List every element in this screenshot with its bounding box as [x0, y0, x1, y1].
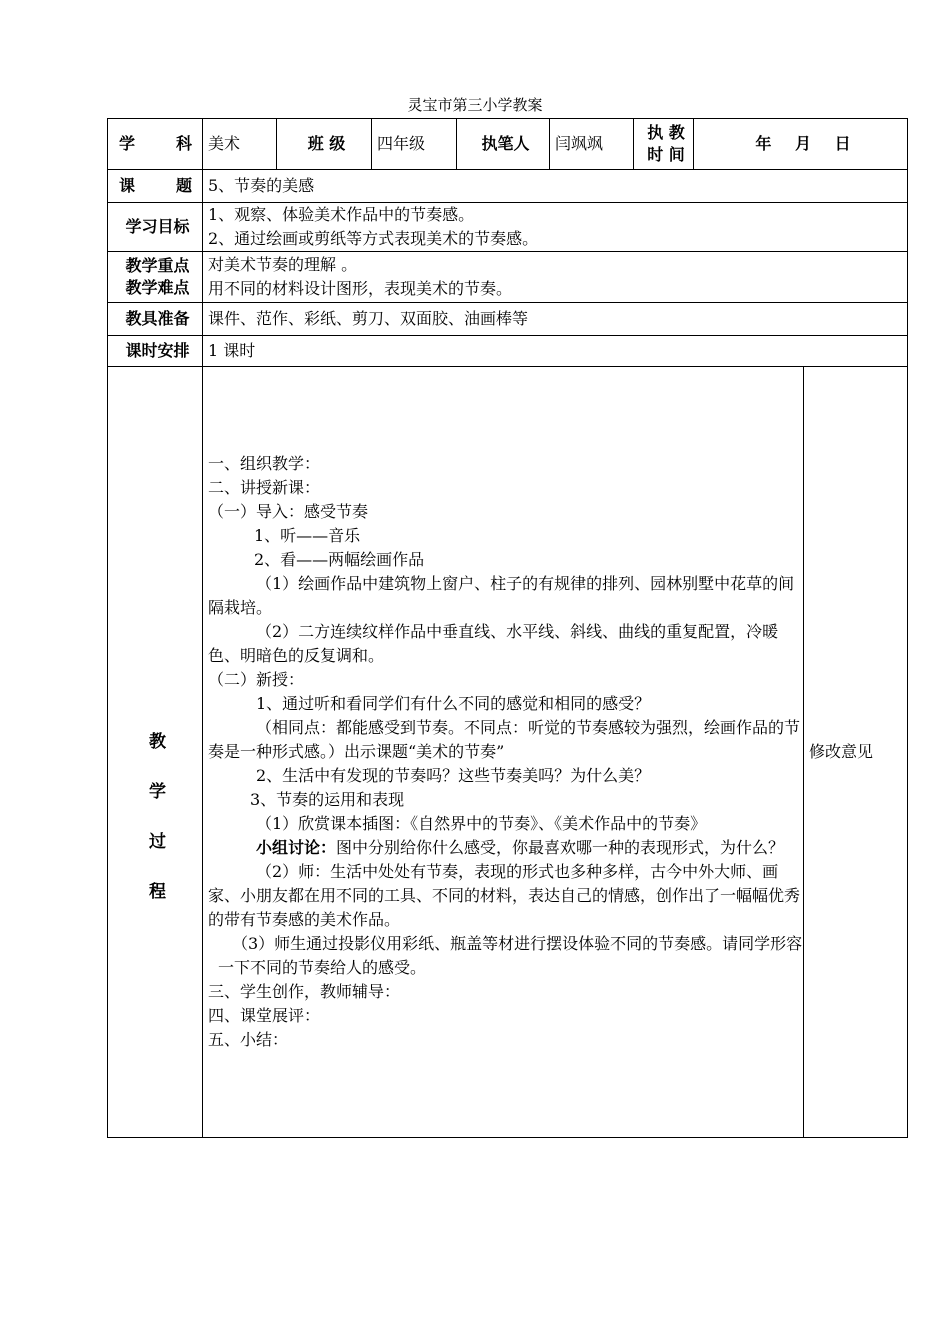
key-point-row	[108, 252, 908, 303]
process-paragraph: （1）绘画作品中建筑物上窗户、柱子的有规律的排列、园林别墅中花草的间隔栽培。	[208, 574, 795, 617]
goal-value	[203, 203, 908, 252]
difficulty-text: 用不同的材料设计图形，表现美术的节奏。	[208, 279, 513, 298]
teaching-time-label-top: 执 教	[647, 123, 685, 142]
tools-label: 教具准备	[108, 303, 203, 336]
process-paragraph: 2、生活中有发现的节奏吗？这些节奏美吗？为什么美？	[256, 766, 651, 785]
date-year: 年	[755, 134, 772, 153]
process-line: （二）新授：	[208, 670, 305, 689]
class-value: 四年级	[372, 119, 457, 170]
process-content	[203, 367, 804, 1138]
document-title: 灵宝市第三小学教案	[407, 96, 543, 114]
process-paragraph	[208, 836, 803, 860]
goal-label: 学习目标	[108, 203, 203, 252]
key-point-label	[108, 252, 203, 303]
process-paragraph: （2）师：生活中处处有节奏，表现的形式也多种多样，古今中外大师、画家、小朋友都在用不同的工具、不同的材料，表达自己的情感，创作出了一幅幅优秀的带有节奏感的美术作品。	[208, 862, 801, 929]
subject-label	[108, 119, 203, 170]
key-point-label-bottom: 教学难点	[125, 278, 190, 297]
process-line: 三、学生创作，教师辅导：	[208, 982, 401, 1001]
process-line: 四、课堂展评：	[208, 1006, 321, 1025]
revision-notes: 修改意见	[804, 367, 908, 1138]
process-line: 五、小结：	[208, 1030, 289, 1049]
process-paragraph: （3）师生通过投影仪用彩纸、瓶盖等材进行摆设体验不同的节奏感。请同学形容一下不同的节奏给人的感受。	[218, 934, 803, 977]
schedule-label: 课时安排	[108, 336, 203, 367]
goal-row	[108, 203, 908, 252]
topic-row	[108, 170, 908, 203]
process-line: （一）导入：感受节奏	[208, 502, 369, 521]
date-day: 日	[834, 134, 851, 153]
process-paragraph: （相同点：都能感受到节奏。不同点：听觉的节奏感较为强烈，绘画作品的节奏是一种形式感。）出示课题“美术的节奏”	[208, 718, 801, 761]
topic-value: 5、节奏的美感	[203, 170, 908, 203]
key-point-value	[203, 252, 908, 303]
key-point-text: 对美术节奏的理解 。	[208, 255, 358, 274]
key-point-label-top: 教学重点	[125, 256, 190, 275]
process-row	[108, 367, 908, 1138]
discussion-label: 小组讨论：	[256, 838, 337, 857]
process-label-char-3: 过	[149, 832, 166, 852]
goal-line-1: 1、观察、体验美术作品中的节奏感。	[208, 205, 475, 224]
subject-label-a: 学	[119, 134, 136, 153]
date-value	[694, 119, 908, 170]
goal-line-2: 2、通过绘画或剪纸等方式表现美术的节奏感。	[208, 229, 539, 248]
header-row	[108, 119, 908, 170]
tools-row	[108, 303, 908, 336]
lesson-plan-table	[107, 118, 908, 1138]
process-paragraph: 1、通过听和看同学们有什么不同的感觉和相同的感受？	[256, 694, 651, 713]
topic-label-a: 课	[119, 176, 136, 195]
process-line: 1、听——音乐	[254, 526, 361, 545]
schedule-value: 1 课时	[203, 336, 908, 367]
date-month: 月	[795, 134, 812, 153]
discussion-text: 图中分别给你什么感受，你最喜欢哪一种的表现形式，为什么？	[336, 838, 785, 857]
process-label-char-2: 学	[149, 782, 166, 802]
class-label: 班 级	[277, 119, 372, 170]
process-line: 二、讲授新课：	[208, 478, 321, 497]
process-label-char-4: 程	[149, 882, 166, 902]
schedule-row	[108, 336, 908, 367]
process-label	[108, 367, 203, 1138]
subject-label-b: 科	[175, 134, 192, 153]
process-paragraph: （1）欣赏课本插图：《自然界中的节奏》、《美术作品中的节奏》	[256, 814, 707, 833]
teaching-time-label	[634, 119, 694, 170]
subject-value: 美术	[203, 119, 277, 170]
process-line: 3、节奏的运用和表现	[250, 790, 405, 809]
process-paragraph: （2）二方连续纹样作品中垂直线、水平线、斜线、曲线的重复配置，冷暖色、明暗色的反复调和。	[208, 622, 779, 665]
author-value: 闫飒飒	[550, 119, 634, 170]
teaching-time-label-bottom: 时 间	[647, 145, 685, 164]
topic-label-b: 题	[175, 176, 192, 195]
process-line: 一、组织教学：	[208, 454, 321, 473]
author-label: 执笔人	[457, 119, 550, 170]
tools-value: 课件、范作、彩纸、剪刀、双面胶、油画棒等	[203, 303, 908, 336]
process-line: 2、看——两幅绘画作品	[254, 550, 425, 569]
topic-label	[108, 170, 203, 203]
process-label-char-1: 教	[149, 732, 166, 752]
